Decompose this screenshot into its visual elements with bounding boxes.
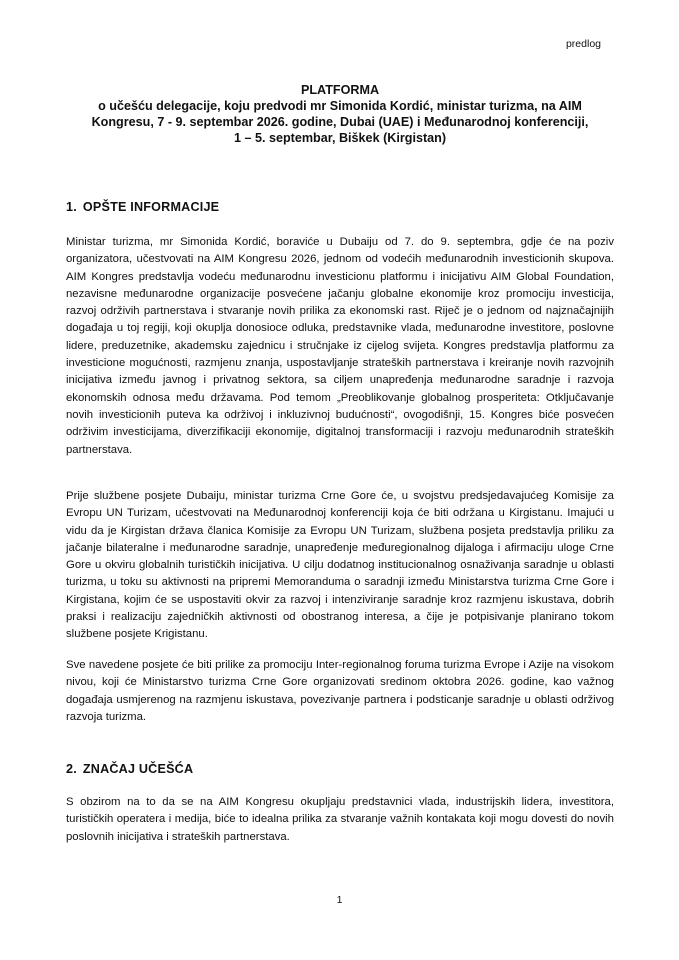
section-1-paragraph-1: Ministar turizma, mr Simonida Kordić, boraviće u Dubaiju od 7. do 9. septembra, gdje će na poziv organizatora, učestvovati na AIM Kongresu 2026, jednom od vodećih međunarodnih investicionih skupova. AIM Kongres predstavlja vodeću međunarodnu investicionu platformu i inicijativu AIM Global Foundation, nezavisne međunarodne organizacije posvećene jačanju globalne ekonomije kroz promociju investicija, razvoj održivih partnerstava i stvaranje novih prilika za ekonomski rast. Riječ je o jednom od najznačajnijih događaja u toj regiji, koji okuplja donosioce odluka, predstavnike vlada, međunarodne investitore, poslovne lidere, preduzetnike, akademsku zajednicu i stručnjake iz cijelog svijeta. Kongres predstavlja platformu za investicione mogućnosti, razmjenu znanja, uspostavljanje strateških partnerstava i kreiranje novih razvojnih inicijativa između javnog i privatnog sektora, sa ciljem unapređenja međunarodne saradnje i razvoja ekonomskih odnosa među državama. Pod temom „Preoblikovanje globalnog prosperiteta: Otključavanje novih investicionih puteva ka održivoj i inkluzivnoj budućnosti“, ovogodišnji, 15. Kongres biće posvećen održivim investicijama, diverzifikaciji ekonomije, digitalnoj transformaciji i razvoju međunarodnih strateških partnerstava.	[66, 236, 614, 456]
section-1-paragraph-3: Sve navedene posjete će biti prilike za promociju Inter-regionalnog foruma turizma Evrope i Azije na visokom nivou, koji će Ministarstvo turizma Crne Gore organizovati sredinom oktobra 2026. godine, kao važnog događaja usmjerenog na razmjenu iskustava, povezivanje partnera i podsticanje saradnje u oblasti održivog razvoja turizma.	[66, 659, 614, 723]
section-1-heading	[66, 200, 219, 214]
section-2-number: 2.	[66, 762, 77, 776]
draft-marker: predlog	[565, 38, 601, 50]
section-1-paragraph-2: Prije službene posjete Dubaiju, ministar turizma Crne Gore će, u svojstvu predsjedavajućeg Komisije za Evropu UN Turizam, učestvovati na Međunarodnoj konferenciji koja će biti održana u Kirgistanu. Imajući u vidu da je Kirgistan država članica Komisije za Evropu UN Turizam, službena posjeta predstavlja priliku za jačanje bilateralne i međunarodne saradnje, unapređenje međuregionalnog dijaloga i afirmaciju uloge Crne Gore u okviru globalnih turističkih inicijativa. U cilju dodatnog institucionalnog osnaživanja saradnje u oblasti turizma, u toku su aktivnosti na pripremi Memoranduma o saradnji između Ministarstva turizma Crne Gore i Kirgistana, kojim će se uspostaviti okvir za razvoj i intenziviranje saradnje kroz razmjenu iskustava, dobrih praksi i realizaciju zajedničkih aktivnosti od obostranog interesa, a čije je potpisivanje planirano tokom službene posjete Krigistanu.	[66, 490, 614, 641]
section-1-number: 1.	[66, 200, 77, 214]
section-2-paragraph-1: S obzirom na to da se na AIM Kongresu okupljaju predstavnici vlada, industrijskih lidera, investitora, turističkih operatera i medija, biće to idealna prilika za stvaranje važnih kontakata koji mogu dovesti do novih poslovnih inicijativa i strateških partnerstava.	[66, 796, 614, 843]
page-number: 1	[336, 894, 343, 906]
document-subtitle: o učešću delegacije, koju predvodi mr Simonida Kordić, ministar turizma, na AIM Kongresu, 7 - 9. septembar 2026. godine, Dubai (UAE) i Međunarodnoj konferenciji, 1 – 5. septembar, Biškek (Kirgistan)	[91, 99, 589, 145]
document-title: PLATFORMA	[300, 83, 380, 97]
document-title-block	[90, 82, 590, 146]
section-2-title: ZNAČAJ UČEŠĆA	[82, 762, 194, 776]
section-2-heading	[66, 762, 193, 776]
section-1-title: OPŠTE INFORMACIJE	[82, 200, 220, 214]
